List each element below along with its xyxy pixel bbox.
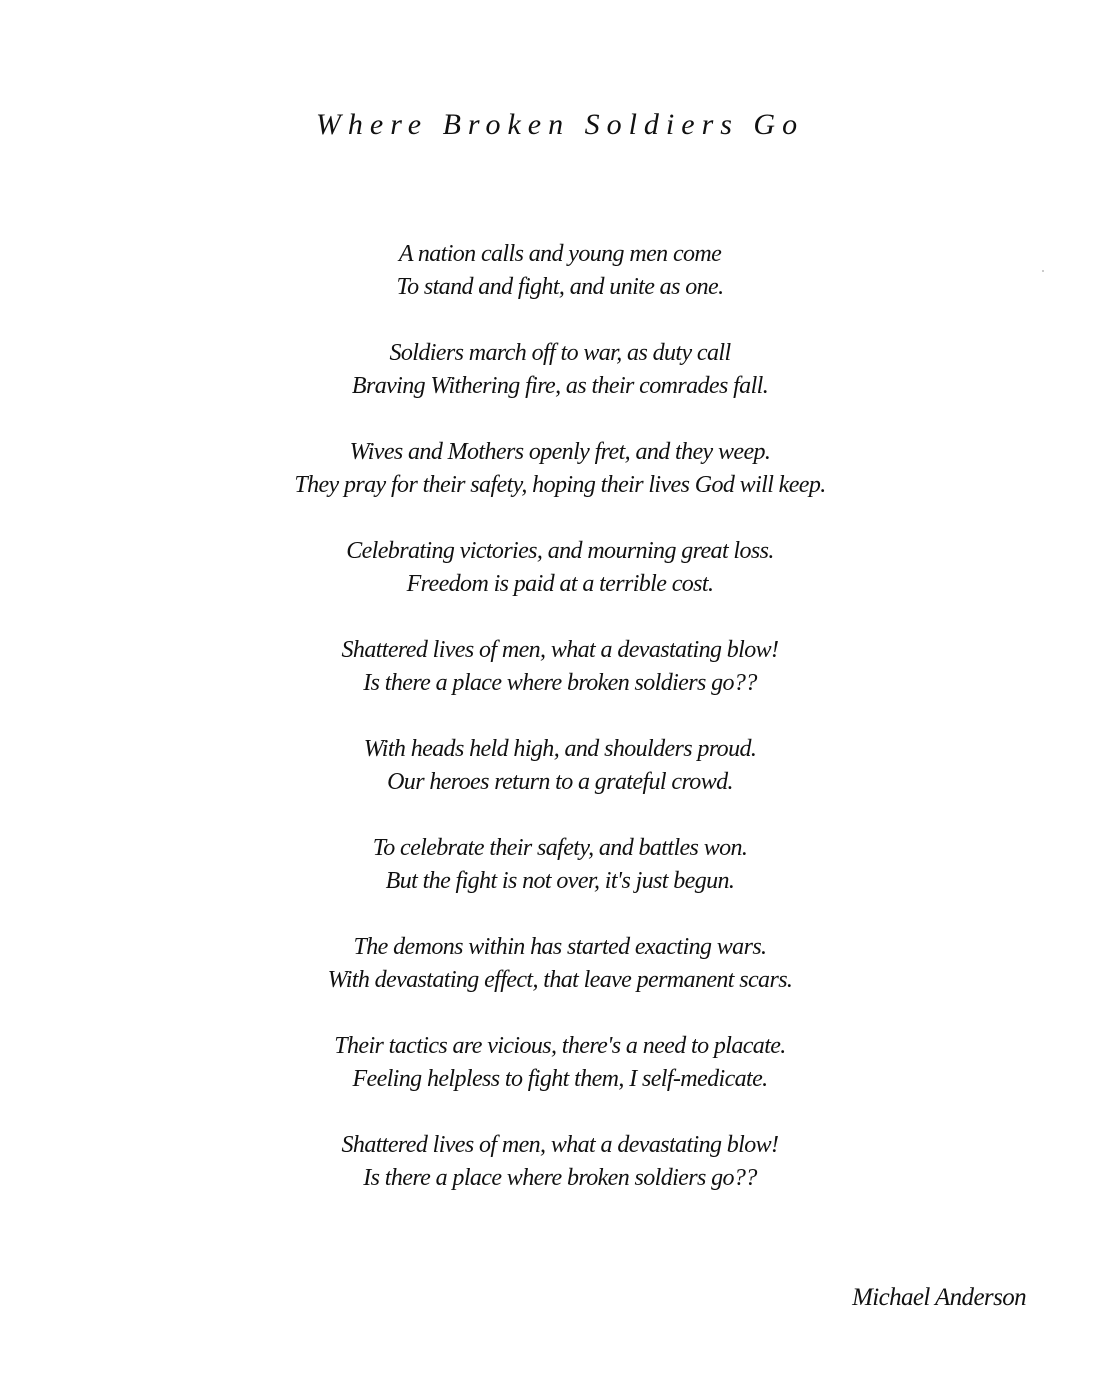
poem-line: A nation calls and young men come: [398, 241, 722, 267]
poem-line: Wives and Mothers openly fret, and they weep.: [349, 439, 771, 465]
poem-line: Shattered lives of men, what a devastating blow!: [341, 637, 779, 663]
poem-line: To celebrate their safety, and battles won.: [372, 835, 748, 861]
poem-line: To stand and fight, and unite as one.: [396, 274, 724, 300]
author-signature: Michael Anderson: [852, 1284, 1026, 1311]
poem-line: Freedom is paid at a terrible cost.: [406, 571, 714, 597]
poem-line: Our heroes return to a grateful crowd.: [387, 769, 733, 795]
poem-line: They pray for their safety, hoping their lives God will keep.: [294, 472, 826, 498]
poem-line: Celebrating victories, and mourning great loss.: [346, 538, 774, 564]
poem-line: With heads held high, and shoulders proud.: [363, 736, 757, 762]
poem-line: Is there a place where broken soldiers go??: [363, 1165, 757, 1191]
poem-line: Shattered lives of men, what a devastating blow!: [341, 1132, 779, 1158]
poem-line: The demons within has started exacting wars.: [353, 934, 767, 960]
stanza: [0, 1030, 1120, 1129]
stanza: [0, 733, 1120, 832]
poem-title: Where Broken Soldiers Go: [315, 108, 805, 141]
poem-line: With devastating effect, that leave permanent scars.: [327, 967, 793, 993]
poem-line: Is there a place where broken soldiers go??: [363, 670, 757, 696]
stanza: [0, 535, 1120, 634]
poem-line: Soldiers march off to war, as duty call: [389, 340, 731, 366]
stanza: [0, 238, 1120, 337]
poem-line: But the fight is not over, it's just begun.: [385, 868, 735, 894]
stanza: [0, 634, 1120, 733]
stanza: [0, 1129, 1120, 1228]
poem-line: Feeling helpless to fight them, I self-medicate.: [352, 1066, 768, 1092]
stanza: [0, 436, 1120, 535]
stanza: [0, 832, 1120, 931]
stanza: [0, 931, 1120, 1030]
poem-line: Braving Withering fire, as their comrades fall.: [351, 373, 769, 399]
poem-line: Their tactics are vicious, there's a need to placate.: [334, 1033, 786, 1059]
poem-body: [0, 238, 1120, 1228]
stanza: [0, 337, 1120, 436]
